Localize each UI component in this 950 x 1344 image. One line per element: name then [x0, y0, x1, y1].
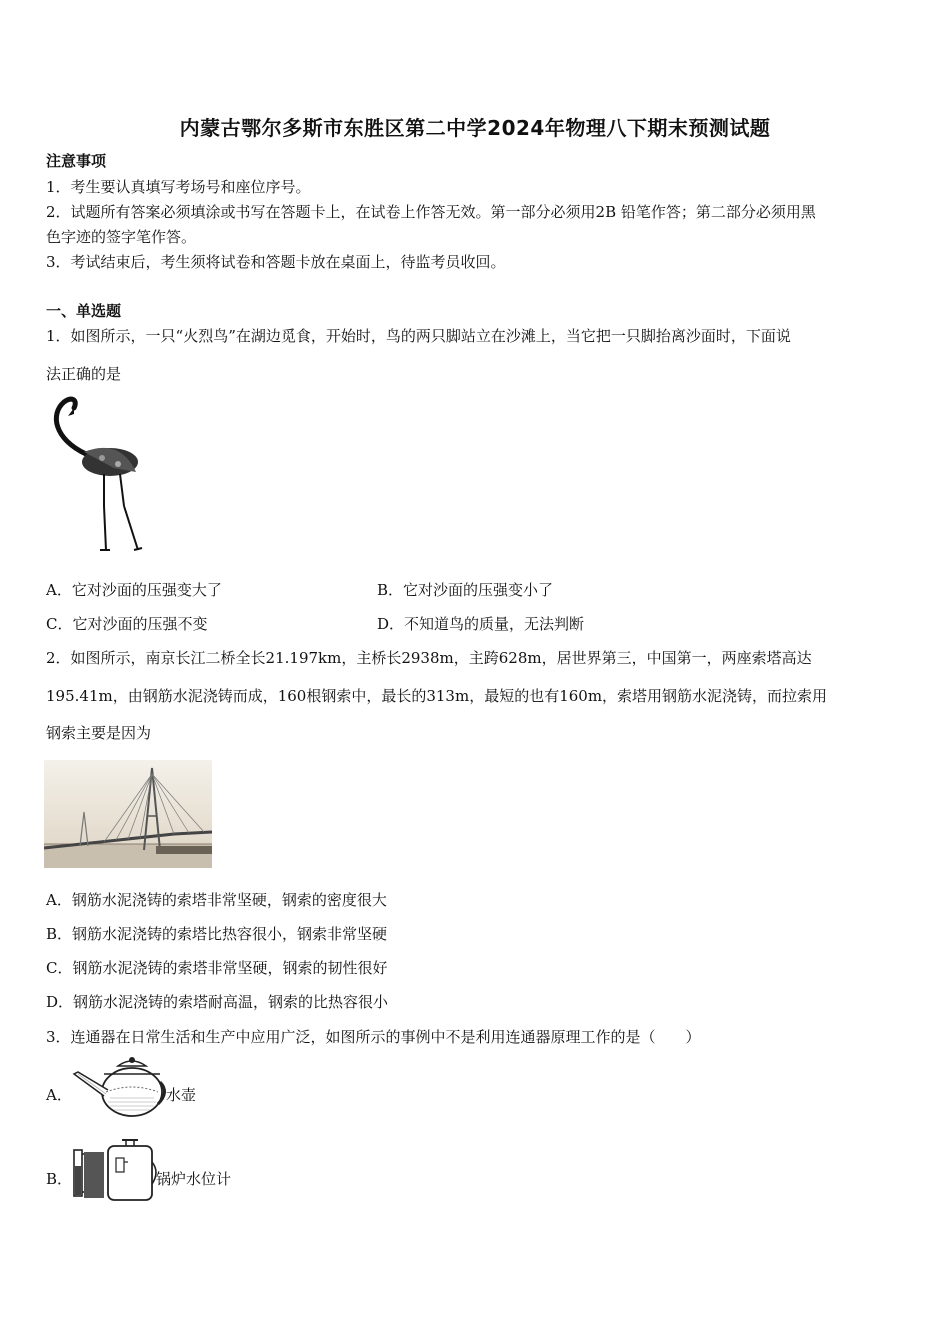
q1-option-b: B．它对沙面的压强变小了: [377, 581, 554, 599]
q3-option-b-letter: B．: [46, 1170, 73, 1188]
q3-option-b-label: 锅炉水位计: [156, 1170, 232, 1188]
page-title: 内蒙古鄂尔多斯市东胜区第二中学2024年物理八下期末预测试题: [179, 116, 771, 140]
q3-option-a-letter: A．: [46, 1086, 72, 1104]
q2-option-d: D．钢筋水泥浇铸的索塔耐高温，钢索的比热容很小: [46, 993, 389, 1011]
q2-option-a: A．钢筋水泥浇铸的索塔非常坚硬，钢索的密度很大: [46, 891, 387, 909]
notice-heading: 注意事项: [46, 152, 107, 170]
notice-item-3: 3．考试结束后，考生须将试卷和答题卡放在桌面上，待监考员收回。: [46, 253, 506, 271]
boiler-gauge-icon: [70, 1138, 158, 1202]
q2-text-line2: 195.41m，由钢筋水泥浇铸而成，160根钢索中，最长的313m，最短的也有160m，索塔用钢筋水泥浇铸，而拉索用: [46, 687, 828, 705]
bridge-photo: [44, 760, 212, 868]
q1-text-line2: 法正确的是: [46, 365, 122, 383]
q2-text-line1: 2．如图所示，南京长江二桥全长21.197km，主桥长2938m，主跨628m，居世界第三，中国第一，两座索塔高达: [46, 649, 812, 667]
section-heading: 一、单选题: [46, 302, 122, 320]
flamingo-figure: [44, 394, 144, 556]
q1-option-a: A．它对沙面的压强变大了: [46, 581, 222, 599]
notice-item-2-cont: 色字迹的签字笔作答。: [46, 228, 197, 246]
q2-text-line3: 钢索主要是因为: [46, 724, 152, 742]
q3-option-a-label: 水壶: [166, 1086, 197, 1104]
notice-item-1: 1．考生要认真填写考场号和座位序号。: [46, 178, 311, 196]
q1-option-c: C．它对沙面的压强不变: [46, 615, 208, 633]
q2-option-c: C．钢筋水泥浇铸的索塔非常坚硬，钢索的韧性很好: [46, 959, 388, 977]
q2-option-b: B．钢筋水泥浇铸的索塔比热容很小，钢索非常坚硬: [46, 925, 388, 943]
q1-text-line1: 1．如图所示，一只“火烈鸟”在湖边觅食，开始时，鸟的两只脚站立在沙滩上，当它把一只脚抬离沙面时，下面说: [46, 327, 791, 345]
notice-item-2: 2．试题所有答案必须填涂或书写在答题卡上，在试卷上作答无效。第一部分必须用2B 铅笔作答；第二部分必须用黑: [46, 203, 816, 221]
teapot-icon: [70, 1052, 168, 1120]
q1-option-d: D．不知道鸟的质量，无法判断: [377, 615, 585, 633]
q3-text-line1: 3．连通器在日常生活和生产中应用广泛，如图所示的事例中不是利用连通器原理工作的是（ ）: [46, 1028, 701, 1046]
